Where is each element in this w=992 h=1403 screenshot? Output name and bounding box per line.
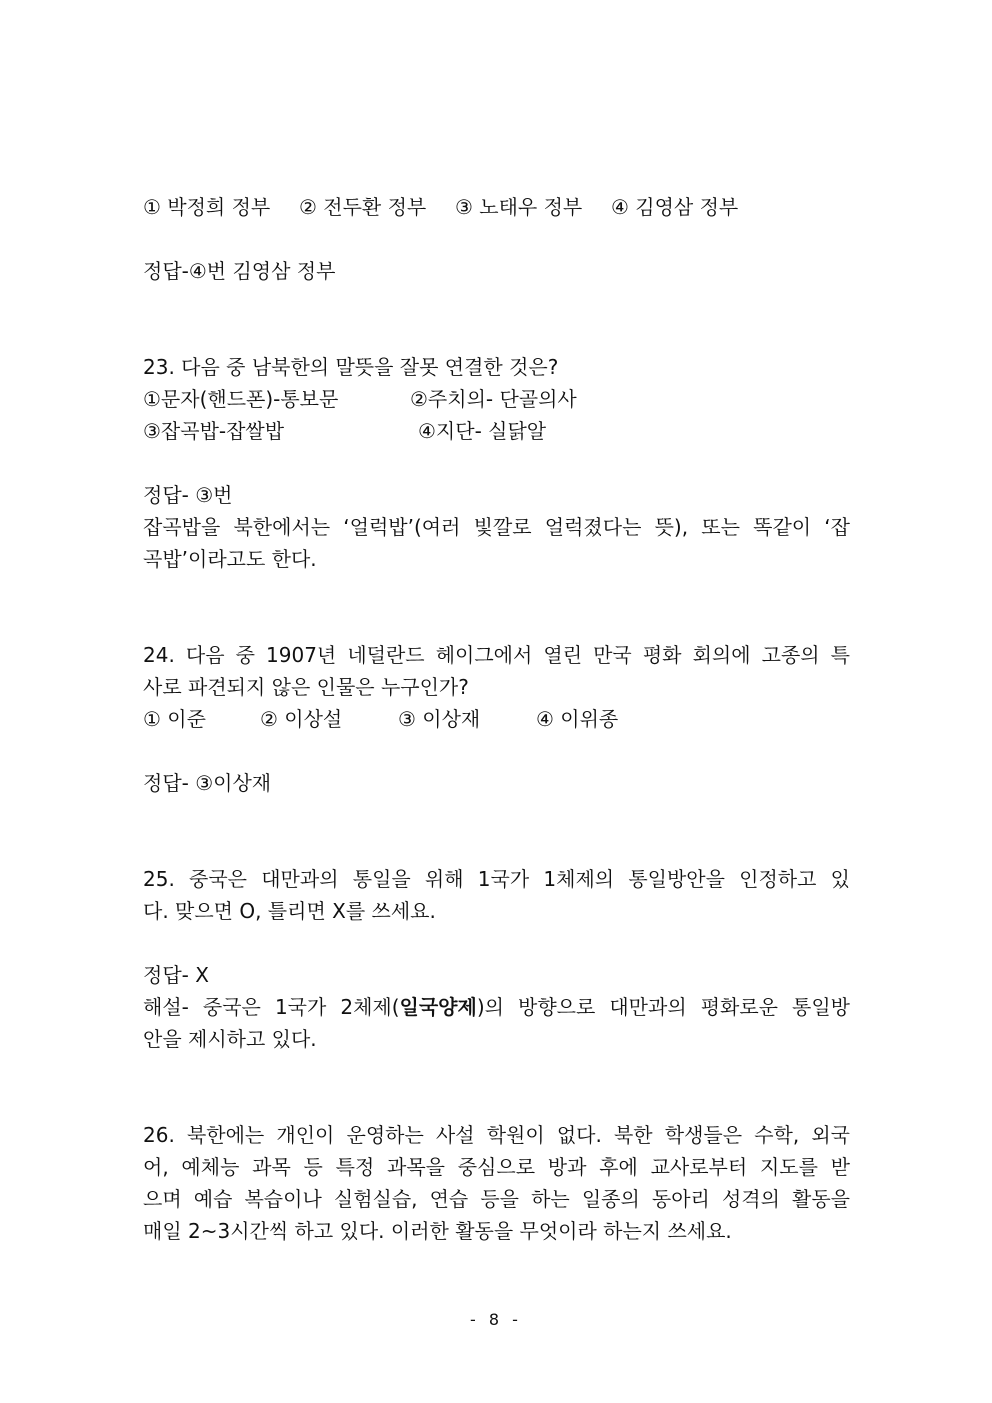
q26-question-line-2: 어, 예체능 과목 등 특정 과목을 중심으로 방과 후에 교사로부터 지도를 받 [143, 1155, 850, 1179]
q23-option-3: ③잡곡밥-잡쌀밥 [143, 419, 285, 443]
q23-option-2: ②주치의- 단골의사 [410, 387, 577, 411]
q23-option-4: ④지단- 실닭알 [418, 419, 547, 443]
q24-question-line-2: 사로 파견되지 않은 인물은 누구인가? [143, 675, 469, 699]
q25-explanation-line-1 [143, 994, 850, 1020]
q23-explanation-line-1: 잡곡밥을 북한에서는 ‘얼럭밥’(여러 빛깔로 얼럭졌다는 뜻), 또는 똑같이 ‘잡 [143, 515, 850, 539]
q22-option-4: ④ 김영삼 정부 [611, 195, 739, 219]
q24-option-1: ① 이준 [143, 707, 206, 731]
q22-answer: 정답-④번 김영삼 정부 [143, 259, 336, 283]
q25-explanation-bold-term: 일국양제 [399, 995, 477, 1019]
q23-options-row-1 [143, 386, 850, 412]
q23-question: 23. 다음 중 남북한의 말뜻을 잘못 연결한 것은? [143, 355, 559, 379]
q23-option-1: ①문자(핸드폰)-통보문 [143, 387, 339, 411]
q22-option-2: ② 전두환 정부 [299, 195, 427, 219]
q24-answer: 정답- ③이상재 [143, 771, 272, 795]
q25-explanation-line-2: 안을 제시하고 있다. [143, 1027, 317, 1051]
q24-options [143, 706, 850, 732]
q26-question-line-3: 으며 예습 복습이나 실험실습, 연습 등을 하는 일종의 동아리 성격의 활동을 [143, 1187, 850, 1211]
q24-option-4: ④ 이위종 [536, 707, 619, 731]
q25-question-line-1: 25. 중국은 대만과의 통일을 위해 1국가 1체제의 통일방안을 인정하고 있 [143, 867, 850, 891]
q23-answer: 정답- ③번 [143, 483, 233, 507]
q25-question-line-2: 다. 맞으면 O, 틀리면 X를 쓰세요. [143, 899, 436, 923]
q25-explanation-prefix: 해설- 중국은 1국가 2체제( [143, 995, 400, 1019]
q23-explanation-line-2: 곡밥’이라고도 한다. [143, 547, 317, 571]
q26-question-line-4: 매일 2~3시간씩 하고 있다. 이러한 활동을 무엇이라 하는지 쓰세요. [143, 1219, 732, 1243]
q24-option-2: ② 이상설 [260, 707, 343, 731]
page-number: - 8 - [470, 1310, 522, 1329]
q25-answer: 정답- X [143, 963, 209, 987]
q24-option-3: ③ 이상재 [398, 707, 481, 731]
q22-option-1: ① 박정희 정부 [143, 195, 271, 219]
q23-options-row-2 [143, 418, 850, 444]
q26-question-line-1: 26. 북한에는 개인이 운영하는 사설 학원이 없다. 북한 학생들은 수학, 외국 [143, 1123, 850, 1147]
q22-option-3: ③ 노태우 정부 [455, 195, 583, 219]
q24-question-line-1: 24. 다음 중 1907년 네덜란드 헤이그에서 열린 만국 평화 회의에 고종의 특 [143, 643, 850, 667]
q25-explanation-suffix: )의 방향으로 대만과의 평화로운 통일방 [476, 995, 851, 1019]
q22-options [143, 194, 850, 220]
